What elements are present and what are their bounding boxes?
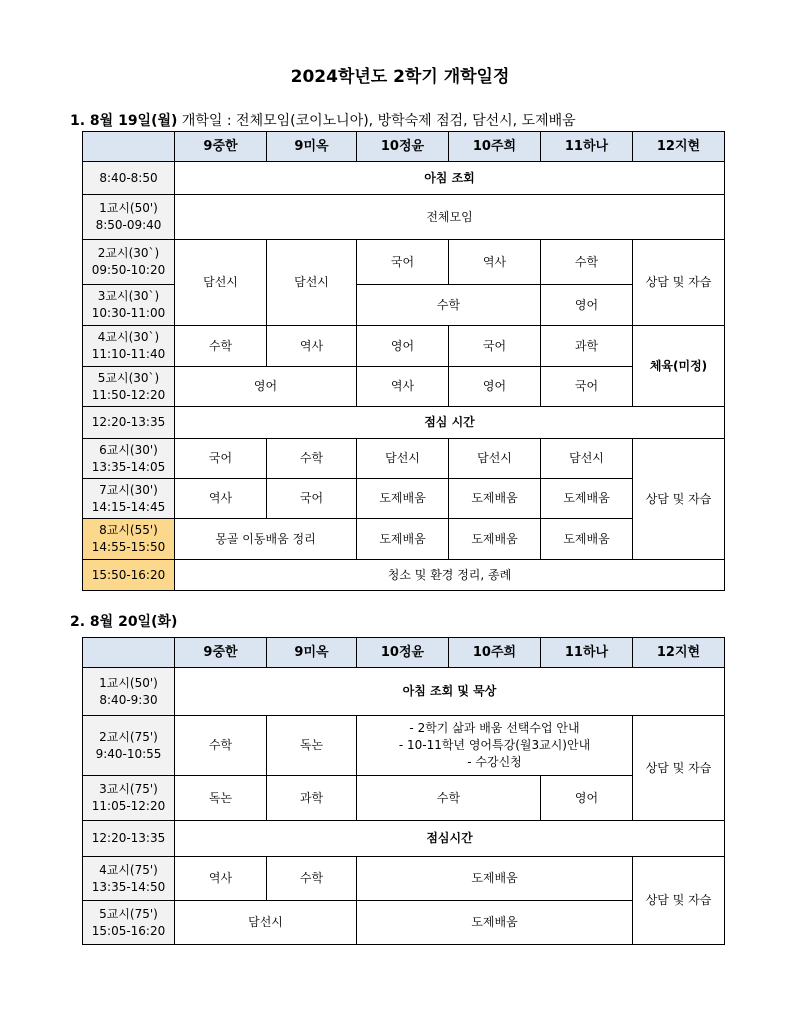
table-row bbox=[83, 857, 725, 901]
column-header: 10주희 bbox=[449, 638, 541, 668]
schedule-cell: 도제배움 bbox=[357, 479, 449, 519]
time-cell: 12:20-13:35 bbox=[83, 821, 175, 857]
time-range: 10:30-11:00 bbox=[91, 306, 166, 320]
schedule-cell: 국어 bbox=[541, 367, 633, 407]
day1-heading bbox=[70, 110, 576, 130]
schedule-cell: 도제배움 bbox=[541, 479, 633, 519]
table-header-row bbox=[83, 132, 725, 162]
day2-schedule-table bbox=[82, 637, 725, 945]
schedule-cell: 역사 bbox=[175, 857, 267, 901]
page-title: 2024학년도 2학기 개학일정 bbox=[290, 67, 510, 87]
time-cell bbox=[83, 439, 175, 479]
time-cell bbox=[83, 668, 175, 716]
schedule-cell: 수학 bbox=[175, 326, 267, 367]
time-cell: 8:40-8:50 bbox=[83, 162, 175, 195]
schedule-cell: 국어 bbox=[267, 479, 357, 519]
schedule-cell: 수학 bbox=[267, 439, 357, 479]
period-label: 7교시(30') bbox=[99, 482, 158, 497]
table-row bbox=[83, 195, 725, 240]
column-header: 9중한 bbox=[175, 638, 267, 668]
time-range: 13:35-14:50 bbox=[91, 879, 166, 894]
schedule-cell: 담선시 bbox=[267, 240, 357, 326]
table-row bbox=[83, 668, 725, 716]
time-cell-highlighted: 15:50-16:20 bbox=[83, 560, 175, 591]
time-cell bbox=[83, 285, 175, 326]
schedule-cell: 도제배움 bbox=[357, 857, 633, 901]
schedule-cell: 도제배움 bbox=[449, 519, 541, 560]
notice-list bbox=[357, 716, 633, 776]
schedule-cell: 과학 bbox=[267, 776, 357, 821]
period-label: 5교시(75') bbox=[99, 906, 158, 921]
period-label: 1교시(50') bbox=[99, 675, 158, 690]
column-header: 12지현 bbox=[633, 638, 725, 668]
schedule-cell: 수학 bbox=[357, 776, 541, 821]
table-row bbox=[83, 367, 725, 407]
schedule-cell: 수학 bbox=[541, 240, 633, 285]
time-cell bbox=[83, 195, 175, 240]
schedule-cell: 수학 bbox=[357, 285, 541, 326]
period-label: 5교시(30`) bbox=[97, 370, 160, 385]
schedule-cell: 국어 bbox=[449, 326, 541, 367]
column-header: 12지현 bbox=[633, 132, 725, 162]
schedule-cell: 역사 bbox=[449, 240, 541, 285]
schedule-cell: 국어 bbox=[175, 439, 267, 479]
day1-heading-date: 1. 8월 19일(월) bbox=[70, 113, 178, 129]
schedule-cell: 국어 bbox=[357, 240, 449, 285]
notice-item: - 수강신청 bbox=[467, 755, 522, 769]
schedule-cell: 영어 bbox=[541, 776, 633, 821]
time-cell: 12:20-13:35 bbox=[83, 407, 175, 439]
schedule-cell: 상담 및 자습 bbox=[633, 716, 725, 821]
schedule-cell: 아침 조회 bbox=[175, 162, 725, 195]
time-cell bbox=[83, 479, 175, 519]
schedule-cell: 수학 bbox=[175, 716, 267, 776]
column-header: 10정윤 bbox=[357, 638, 449, 668]
period-label: 2교시(75') bbox=[99, 729, 158, 744]
column-header: 9미옥 bbox=[267, 132, 357, 162]
schedule-cell: 역사 bbox=[175, 479, 267, 519]
schedule-cell: 전체모임 bbox=[175, 195, 725, 240]
time-range: 9:40-10:55 bbox=[95, 746, 162, 761]
table-row bbox=[83, 162, 725, 195]
schedule-cell: 독논 bbox=[175, 776, 267, 821]
schedule-cell: 상담 및 자습 bbox=[633, 857, 725, 945]
schedule-cell: 영어 bbox=[449, 367, 541, 407]
schedule-cell: 담선시 bbox=[357, 439, 449, 479]
schedule-cell: 영어 bbox=[175, 367, 357, 407]
column-header: 11하나 bbox=[541, 132, 633, 162]
header-corner bbox=[83, 638, 175, 668]
schedule-cell: 독논 bbox=[267, 716, 357, 776]
time-cell-highlighted bbox=[83, 519, 175, 560]
table-header-row bbox=[83, 638, 725, 668]
schedule-cell: 수학 bbox=[267, 857, 357, 901]
schedule-cell: 과학 bbox=[541, 326, 633, 367]
time-cell bbox=[83, 716, 175, 776]
time-range: 8:50-09:40 bbox=[95, 218, 162, 232]
time-cell bbox=[83, 367, 175, 407]
column-header: 10정윤 bbox=[357, 132, 449, 162]
table-row bbox=[83, 821, 725, 857]
column-header: 9미옥 bbox=[267, 638, 357, 668]
period-label: 6교시(30') bbox=[99, 442, 158, 457]
schedule-cell: 영어 bbox=[541, 285, 633, 326]
notice-item: - 2학기 삶과 배움 선택수업 안내 bbox=[409, 721, 580, 735]
table-row bbox=[83, 326, 725, 367]
table-row bbox=[83, 479, 725, 519]
time-range: 11:50-12:20 bbox=[91, 387, 166, 402]
column-header: 11하나 bbox=[541, 638, 633, 668]
period-label: 1교시(50') bbox=[99, 201, 158, 215]
schedule-cell: 도제배움 bbox=[357, 901, 633, 945]
time-cell bbox=[83, 326, 175, 367]
period-label: 3교시(75') bbox=[99, 782, 158, 796]
column-header: 9중한 bbox=[175, 132, 267, 162]
day1-heading-desc: 개학일 : 전체모임(코이노니아), 방학숙제 점검, 담선시, 도제배움 bbox=[177, 113, 576, 129]
table-row bbox=[83, 439, 725, 479]
time-range: 11:05-12:20 bbox=[91, 799, 166, 813]
time-cell bbox=[83, 901, 175, 945]
schedule-cell: 도제배움 bbox=[449, 479, 541, 519]
time-range: 14:55-15:50 bbox=[91, 540, 166, 554]
time-range: 8:40-9:30 bbox=[99, 692, 158, 707]
day1-schedule-table bbox=[82, 131, 725, 591]
schedule-cell: 담선시 bbox=[175, 901, 357, 945]
schedule-cell: 담선시 bbox=[541, 439, 633, 479]
schedule-cell: 청소 및 환경 정리, 종례 bbox=[175, 560, 725, 591]
day2-heading: 2. 8월 20일(화) bbox=[70, 614, 178, 630]
period-label: 8교시(55') bbox=[99, 523, 158, 537]
schedule-cell: 점심 시간 bbox=[175, 407, 725, 439]
period-label: 4교시(75') bbox=[99, 862, 158, 877]
notice-item: - 10-11학년 영어특강(월3교시)안내 bbox=[398, 738, 591, 752]
time-cell bbox=[83, 776, 175, 821]
time-range: 14:15-14:45 bbox=[91, 499, 166, 514]
table-row bbox=[83, 560, 725, 591]
schedule-cell: 도제배움 bbox=[541, 519, 633, 560]
table-row bbox=[83, 240, 725, 285]
period-label: 4교시(30`) bbox=[97, 330, 160, 344]
period-label: 2교시(30`) bbox=[97, 246, 160, 260]
schedule-cell: 아침 조회 및 묵상 bbox=[175, 668, 725, 716]
schedule-cell: 역사 bbox=[267, 326, 357, 367]
table-row bbox=[83, 716, 725, 776]
table-row bbox=[83, 407, 725, 439]
period-label: 3교시(30`) bbox=[97, 289, 160, 303]
schedule-cell: 역사 bbox=[357, 367, 449, 407]
time-range: 09:50-10:20 bbox=[91, 263, 166, 277]
table-row bbox=[83, 519, 725, 560]
time-range: 13:35-14:05 bbox=[91, 459, 166, 474]
schedule-cell: 상담 및 자습 bbox=[633, 240, 725, 326]
schedule-cell: 도제배움 bbox=[357, 519, 449, 560]
schedule-cell: 담선시 bbox=[175, 240, 267, 326]
schedule-cell: 체육(미정) bbox=[633, 326, 725, 407]
time-range: 11:10-11:40 bbox=[91, 347, 166, 361]
schedule-cell: 담선시 bbox=[449, 439, 541, 479]
time-range: 15:05-16:20 bbox=[91, 923, 166, 938]
time-cell bbox=[83, 857, 175, 901]
table-row bbox=[83, 901, 725, 945]
table-row bbox=[83, 776, 725, 821]
schedule-cell: 영어 bbox=[357, 326, 449, 367]
schedule-cell: 점심시간 bbox=[175, 821, 725, 857]
column-header: 10주희 bbox=[449, 132, 541, 162]
schedule-cell: 몽골 이동배움 정리 bbox=[175, 519, 357, 560]
schedule-cell: 상담 및 자습 bbox=[633, 439, 725, 560]
header-corner bbox=[83, 132, 175, 162]
time-cell bbox=[83, 240, 175, 285]
